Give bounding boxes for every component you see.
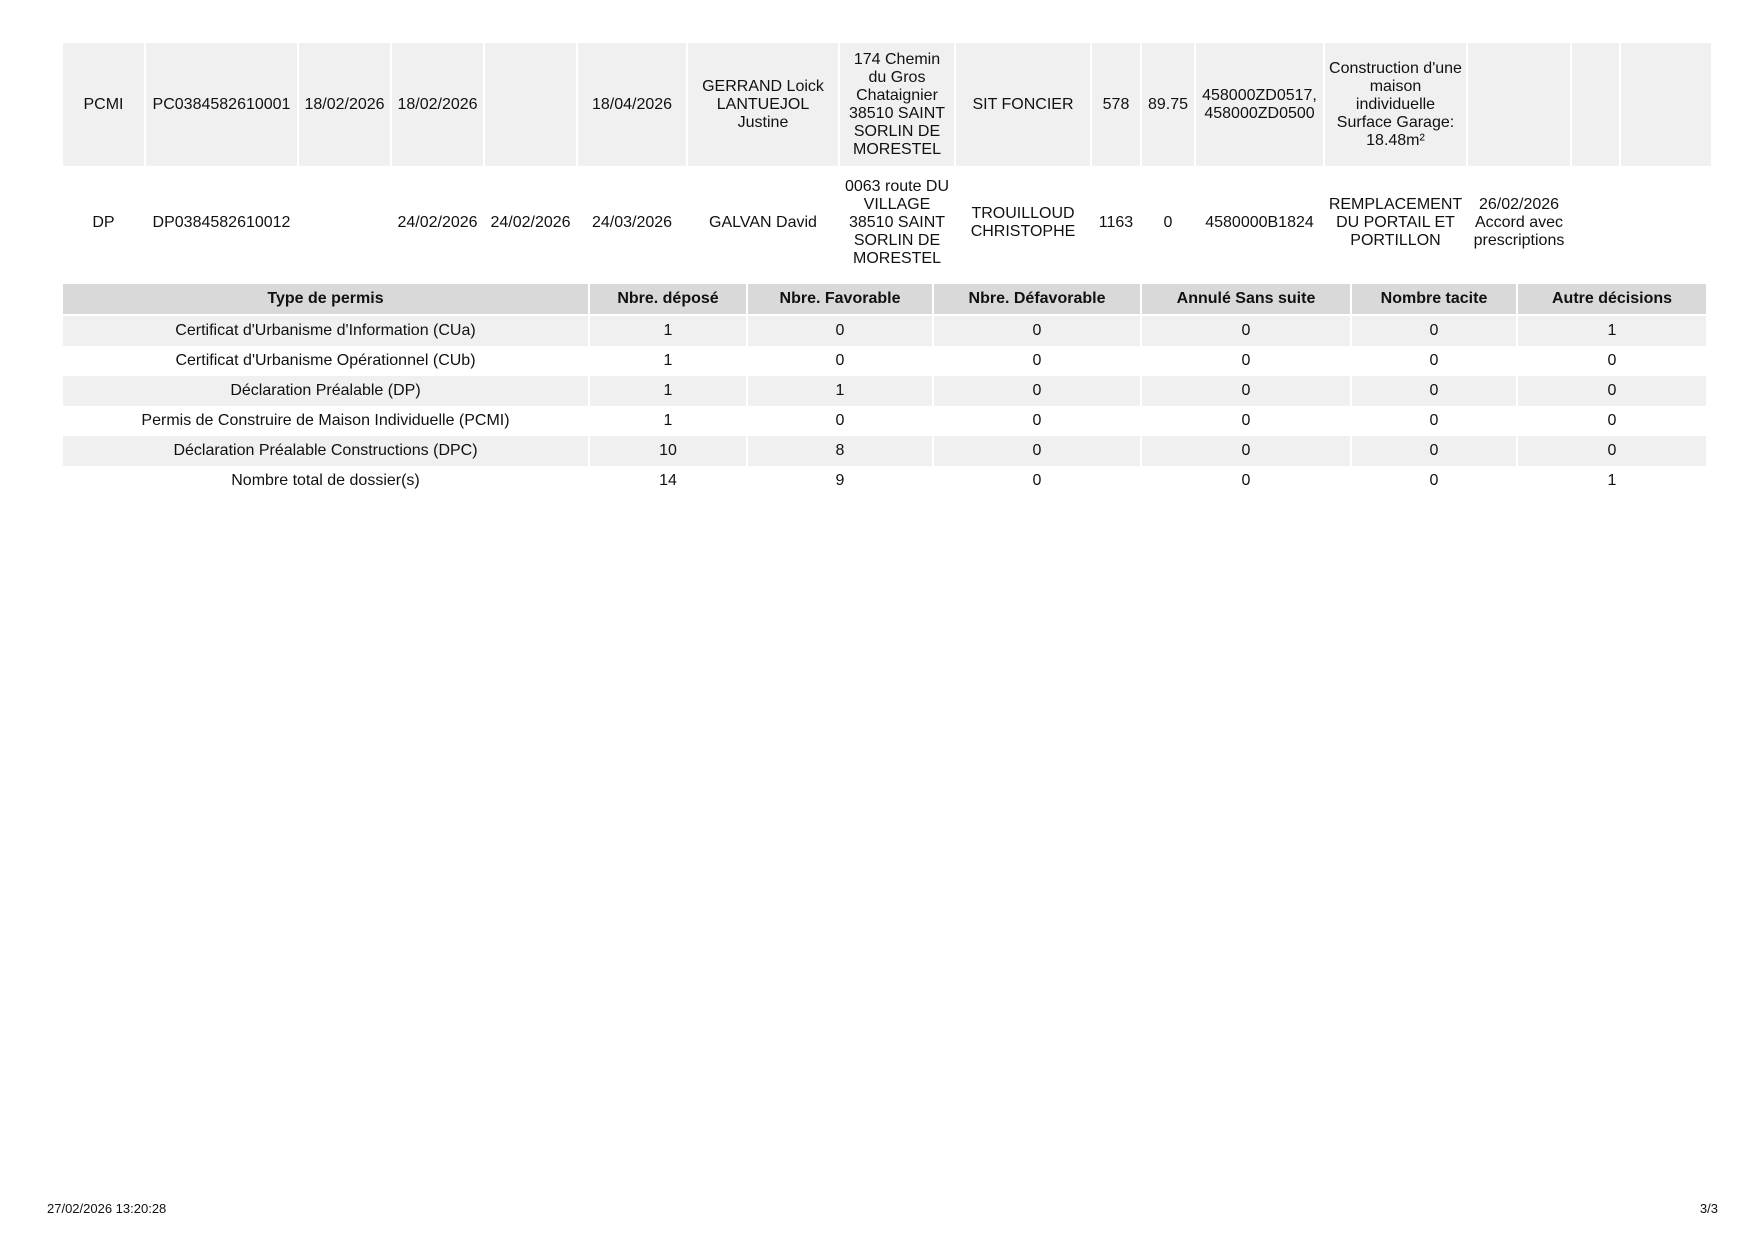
- record-date: 18/02/2026: [392, 43, 483, 166]
- summary-value: 0: [1032, 472, 1042, 489]
- header-filed: Nbre. déposé: [590, 284, 746, 314]
- record-date: 24/02/2026: [397, 213, 478, 231]
- page-number: 3/3: [1699, 1201, 1718, 1216]
- record-row: [63, 43, 1711, 166]
- record-cell: [1621, 43, 1711, 166]
- summary-value: 0: [1241, 412, 1251, 429]
- header-cancelled: Annulé Sans suite: [1142, 284, 1350, 314]
- summary-table: [61, 284, 1708, 496]
- record-type: PCMI: [63, 43, 144, 166]
- summary-value: 0: [1518, 436, 1706, 466]
- record-applicant: GERRAND Loick LANTUEJOL Justine: [688, 43, 838, 166]
- summary-row: [63, 376, 1706, 406]
- record-date: 24/02/2026: [490, 213, 571, 231]
- summary-value: 0: [1241, 472, 1251, 489]
- record-decision: 26/02/2026 Accord avec prescriptions: [1473, 195, 1565, 249]
- record-decision: [1468, 43, 1570, 166]
- summary-row: [63, 316, 1706, 346]
- summary-value: 0: [1607, 352, 1617, 369]
- summary-value: 0: [748, 316, 932, 346]
- record-parcels: 458000ZD0517, 458000ZD0500: [1196, 43, 1323, 166]
- summary-value: 1: [663, 412, 673, 429]
- record-nature: Construction d'une maison individuelle Surface Garage: 18.48m²: [1325, 43, 1466, 166]
- summary-value: 9: [835, 472, 845, 489]
- summary-permit-type: Déclaration Préalable (DP): [63, 376, 588, 406]
- summary-value: 1: [748, 376, 932, 406]
- record-date: [299, 166, 390, 279]
- summary-value: 0: [1607, 412, 1617, 429]
- summary-value: 1: [590, 316, 746, 346]
- summary-value: 0: [934, 316, 1140, 346]
- summary-value: 1: [1607, 472, 1617, 489]
- summary-row: [63, 436, 1706, 466]
- summary-value: 0: [1429, 412, 1439, 429]
- record-date: [485, 43, 576, 166]
- summary-permit-type: Certificat d'Urbanisme Opérationnel (CUb): [175, 352, 476, 369]
- record-type: DP: [92, 213, 115, 231]
- record-architect: SIT FONCIER: [956, 43, 1090, 166]
- record-architect: TROUILLOUD CHRISTOPHE: [970, 204, 1076, 240]
- summary-value: 0: [1142, 436, 1350, 466]
- permit-records-table: [61, 43, 1713, 279]
- summary-value: 0: [1352, 436, 1516, 466]
- summary-value: 0: [934, 376, 1140, 406]
- summary-value: 1: [590, 376, 746, 406]
- summary-value: 0: [1032, 352, 1042, 369]
- header-tacit: Nombre tacite: [1352, 284, 1516, 314]
- record-address: 174 Chemin du Gros Chataignier 38510 SAINT SORLIN DE MORESTEL: [840, 43, 954, 166]
- summary-value: 0: [1518, 376, 1706, 406]
- record-row: [63, 166, 1711, 279]
- summary-value: 0: [934, 436, 1140, 466]
- record-floor-area: 89.75: [1142, 43, 1194, 166]
- record-cell: [1572, 43, 1619, 166]
- record-date: 18/02/2026: [299, 43, 390, 166]
- record-land-area: 1163: [1098, 213, 1134, 231]
- record-land-area: 578: [1092, 43, 1140, 166]
- summary-value: 0: [1142, 316, 1350, 346]
- record-address: 0063 route DU VILLAGE 38510 SAINT SORLIN DE MORESTEL: [844, 177, 950, 267]
- summary-value: 1: [1518, 316, 1706, 346]
- record-number: PC0384582610001: [146, 43, 297, 166]
- record-applicant: GALVAN David: [709, 213, 817, 231]
- record-cell: [1621, 166, 1711, 279]
- summary-row: [63, 406, 1706, 436]
- summary-value: 14: [659, 472, 677, 489]
- record-parcels: 4580000B1824: [1205, 213, 1314, 231]
- summary-value: 0: [1142, 376, 1350, 406]
- record-cell: [1572, 166, 1619, 279]
- summary-header-row: [63, 284, 1706, 314]
- header-favorable: Nbre. Favorable: [748, 284, 932, 314]
- summary-value: 8: [748, 436, 932, 466]
- summary-value: 0: [1429, 472, 1439, 489]
- summary-total-row: [63, 466, 1706, 496]
- summary-permit-type: Permis de Construire de Maison Individuelle (PCMI): [141, 412, 510, 429]
- summary-value: 10: [590, 436, 746, 466]
- summary-row: [63, 346, 1706, 376]
- summary-value: 0: [1352, 316, 1516, 346]
- summary-value: 0: [1032, 412, 1042, 429]
- summary-value: 1: [663, 352, 673, 369]
- record-number: DP0384582610012: [152, 213, 291, 231]
- summary-permit-type: Nombre total de dossier(s): [231, 472, 420, 489]
- summary-permit-type: Certificat d'Urbanisme d'Information (CUa): [63, 316, 588, 346]
- summary-value: 0: [835, 352, 845, 369]
- record-date: 18/04/2026: [578, 43, 686, 166]
- record-date: 24/03/2026: [591, 213, 673, 231]
- summary-value: 0: [1352, 376, 1516, 406]
- header-other: Autre décisions: [1518, 284, 1706, 314]
- header-unfavorable: Nbre. Défavorable: [934, 284, 1140, 314]
- record-nature: REMPLACEMENT DU PORTAIL ET PORTILLON: [1328, 195, 1463, 249]
- summary-value: 0: [1241, 352, 1251, 369]
- summary-value: 0: [1429, 352, 1439, 369]
- summary-permit-type: Déclaration Préalable Constructions (DPC): [63, 436, 588, 466]
- record-floor-area: 0: [1163, 213, 1173, 231]
- print-timestamp: 27/02/2026 13:20:28: [47, 1201, 167, 1216]
- header-permit-type: Type de permis: [63, 284, 588, 314]
- summary-value: 0: [835, 412, 845, 429]
